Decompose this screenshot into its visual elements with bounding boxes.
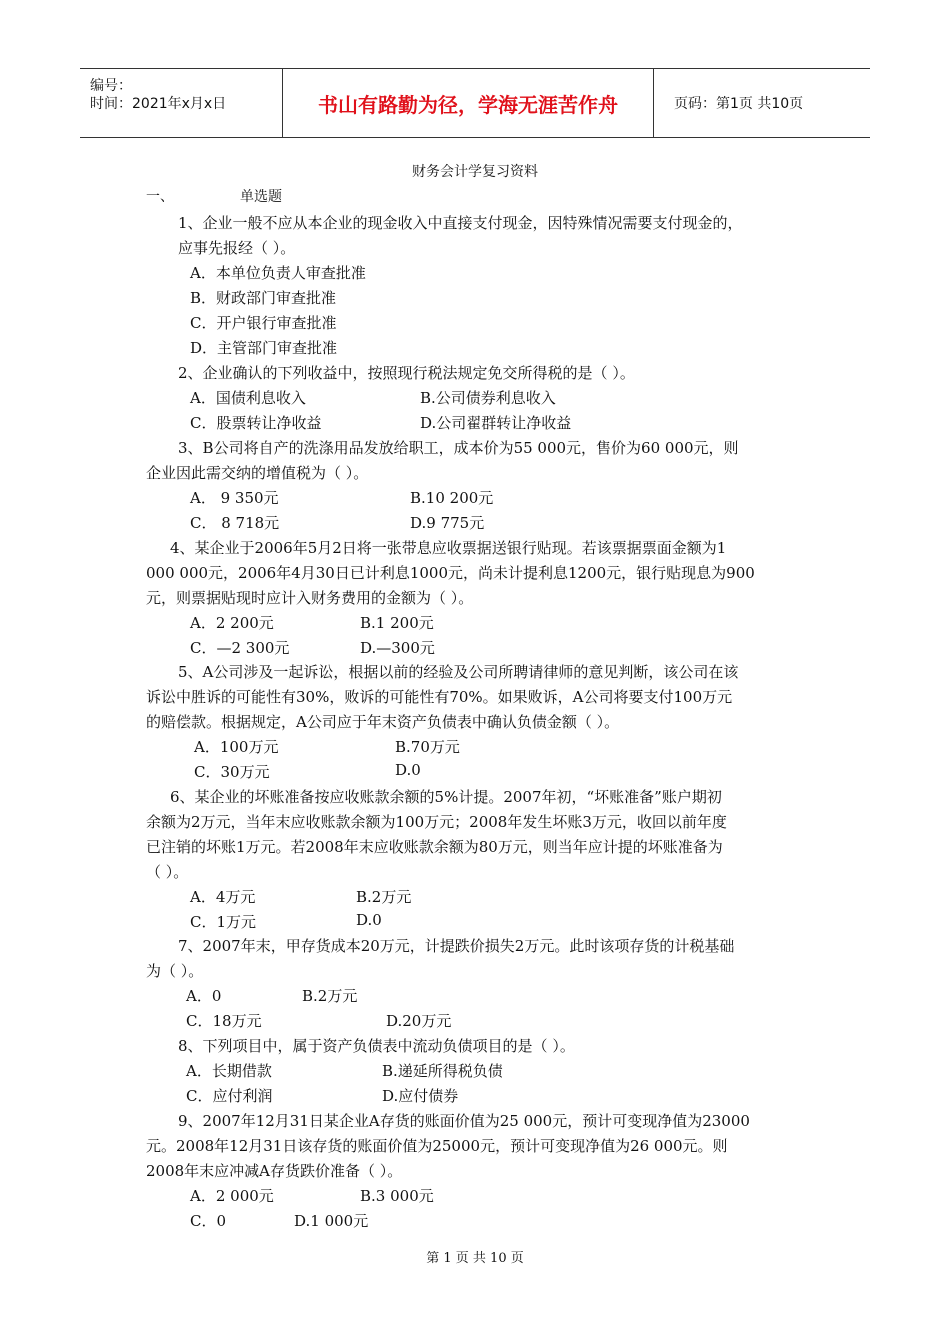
question-text-line: 8、下列项目中，属于资产负债表中流动负债项目的是（ ）。 — [178, 1037, 575, 1055]
document-title: 财务会计学复习资料 — [412, 164, 538, 180]
question-text-line: D.公司翟群转让净收益 — [420, 414, 572, 432]
question-text-line: C．0 — [190, 1212, 227, 1230]
question-text-line: （ ）。 — [146, 863, 189, 881]
question-text-line: D.20万元 — [386, 1012, 452, 1030]
header-info-cell — [80, 69, 283, 137]
question-text-line: D.0 — [395, 761, 421, 779]
question-text-line: 9、2007年12月31日某企业A存货的账面价值为25 000元，预计可变现净值为23000 — [178, 1112, 750, 1130]
question-text-line: A．国债利息收入 — [190, 389, 306, 407]
question-text-line: B.10 200元 — [410, 489, 494, 507]
question-text-line: D.9 775元 — [410, 514, 485, 532]
question-text-line: 6、某企业的坏账准备按应收账款余额的5%计提。2007年初，“坏账准备”账户期初 — [170, 788, 722, 806]
question-text-line: 2008年末应冲减A存货跌价准备（ ）。 — [146, 1162, 403, 1180]
page-footer: 第 1 页 共 10 页 — [426, 1251, 524, 1266]
question-text-line: B．财政部门审查批准 — [190, 289, 337, 307]
question-text-line: C．30万元 — [194, 763, 270, 781]
question-text-line: 诉讼中胜诉的可能性有30%，败诉的可能性有70%。如果败诉，A公司将要支付100万元 — [146, 688, 733, 706]
question-text-line: C．应付利润 — [186, 1087, 273, 1105]
question-text-line: C．股票转让净收益 — [190, 414, 322, 432]
question-text-line: D.1 000元 — [294, 1212, 369, 1230]
header-page-info — [664, 69, 870, 137]
question-text-line: 元，则票据贴现时应计入财务费用的金额为（ ）。 — [146, 589, 474, 607]
question-text-line: B.2万元 — [356, 888, 412, 906]
question-text-line: A．4万元 — [190, 888, 256, 906]
question-text-line: B.3 000元 — [360, 1187, 434, 1205]
question-text-line: A．0 — [186, 987, 222, 1005]
question-text-line: D.应付债券 — [382, 1087, 459, 1105]
question-text-line: C．18万元 — [186, 1012, 262, 1030]
question-text-line: 元。2008年12月31日该存货的账面价值为25000元，预计可变现净值为26 000元。则 — [146, 1137, 728, 1155]
question-text-line: D．主管部门审查批准 — [190, 339, 338, 357]
document-code-label: 编号： — [90, 78, 132, 94]
question-text-line: 的赔偿款。根据规定，A公司应于年末资产负债表中确认负债金额（ ）。 — [146, 713, 620, 731]
question-text-line: A．本单位负责人审查批准 — [190, 264, 366, 282]
question-text-line: 2、企业确认的下列收益中，按照现行税法规定免交所得税的是（ ）。 — [178, 364, 635, 382]
question-text-line: B.公司债券利息收入 — [420, 389, 556, 407]
question-text-line: D.0 — [356, 911, 382, 929]
document-time-label: 时间：2021年x月x日 — [90, 96, 227, 112]
question-text-line: 5、A公司涉及一起诉讼，根据以前的经验及公司所聘请律师的意见判断，该公司在该 — [178, 663, 739, 681]
page-header — [80, 68, 870, 138]
page-info-text: 页码：第1页 共10页 — [674, 96, 804, 112]
question-text-line: 已注销的坏账1万元。若2008年末应收账款余额为80万元，则当年应计提的坏账准备为 — [146, 838, 723, 856]
question-text-line: D.—300元 — [360, 639, 435, 657]
question-text-line: A．2 000元 — [190, 1187, 274, 1205]
question-text-line: A．100万元 — [194, 738, 279, 756]
question-text-line: B.递延所得税负债 — [382, 1062, 503, 1080]
question-text-line: 3、B公司将自产的洗涤用品发放给职工，成本价为55 000元，售价为60 000元，则 — [178, 439, 739, 457]
question-text-line: 为（ ）。 — [146, 962, 204, 980]
question-text-line: 企业因此需交纳的增值税为（ ）。 — [146, 464, 369, 482]
question-text-line: 1、企业一般不应从本企业的现金收入中直接支付现金，因特殊情况需要支付现金的， — [178, 214, 743, 232]
question-text-line: 000 000元，2006年4月30日已计利息1000元，尚未计提利息1200元，银行贴现息为900 — [146, 564, 755, 582]
question-text-line: 4、某企业于2006年5月2日将一张带息应收票据送银行贴现。若该票据票面金额为1 — [170, 539, 727, 557]
section-number: 一、 — [146, 189, 174, 205]
question-text-line: B.1 200元 — [360, 614, 434, 632]
question-text-line: C． 8 718元 — [190, 514, 280, 532]
question-text-line: B.2万元 — [302, 987, 358, 1005]
question-text-line: 7、2007年末，甲存货成本20万元，计提跌价损失2万元。此时该项存货的计税基础 — [178, 937, 735, 955]
question-text-line: 应事先报经（ ）。 — [178, 239, 296, 257]
header-motto: 书山有路勤为径，学海无涯苦作舟 — [283, 69, 654, 137]
section-title: 单选题 — [240, 189, 282, 205]
section-heading — [146, 186, 282, 206]
question-text-line: C．1万元 — [190, 913, 257, 931]
question-text-line: A． 9 350元 — [190, 489, 279, 507]
question-text-line: C．开户银行审查批准 — [190, 314, 337, 332]
question-text-line: A．2 200元 — [190, 614, 274, 632]
question-text-line: C．—2 300元 — [190, 639, 290, 657]
question-text-line: 余额为2万元，当年末应收账款余额为100万元；2008年发生坏账3万元，收回以前年度 — [146, 813, 727, 831]
question-text-line: B.70万元 — [395, 738, 460, 756]
question-text-line: A．长期借款 — [186, 1062, 272, 1080]
